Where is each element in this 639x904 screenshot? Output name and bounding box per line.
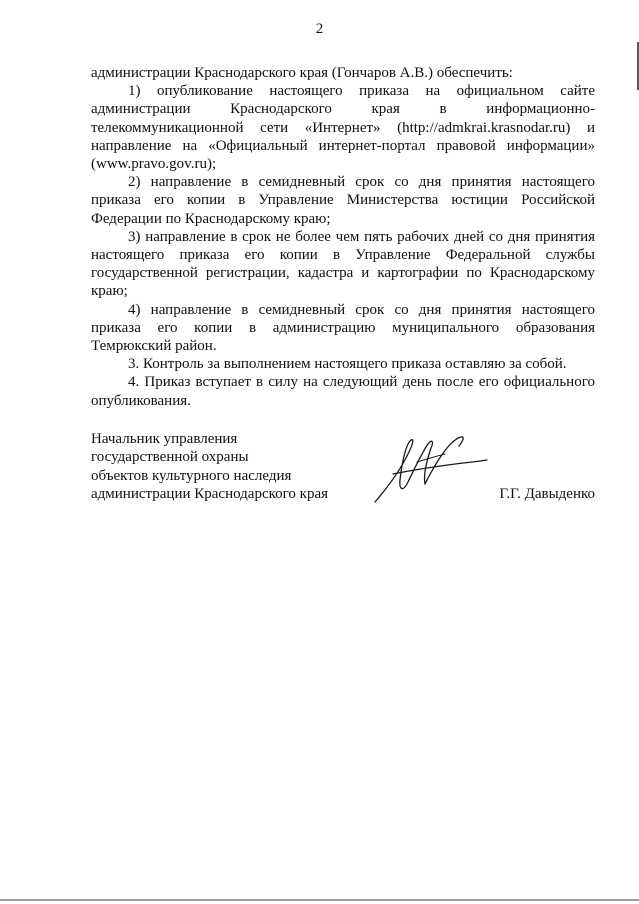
signer-position-line: администрации Краснодарского края [91,486,329,503]
handwritten-signature [373,432,489,508]
signature-block [91,430,595,510]
signer-position-line: Начальник управления [91,431,238,447]
paragraph-item-2: 2) направление в семидневный срок со дня принятия настоящего приказа его копии в Управление Министерства юстиции Российской Федерации по Краснодарскому краю; [91,174,595,227]
paragraph-control-clause: 3. Контроль за выполнением настоящего приказа оставляю за собой. [128,356,567,373]
signer-name: Г.Г. Давыденко [499,486,595,502]
paragraph-effective-clause: 4. Приказ вступает в силу на следующий день после его официального опубликования. [91,374,595,409]
signer-position-line: объектов культурного наследия [91,467,292,484]
paragraph-item-1: 1) опубликование настоящего приказа на официальном сайте администрации Краснодарского края в информационно-телекоммуникационной сети «Интернет» (http://admkrai.krasnodar.ru) и направление на «Официальный интернет-портал правовой информации» (www.pravo.gov.ru); [91,83,595,173]
paragraph-item-3: 3) направление в срок не более чем пять рабочих дней со дня принятия настоящего приказа его копии в Управление Федеральной службы государственной регистрации, кадастра и картографии по Краснодарскому краю; [91,228,595,300]
scan-bottom-edge [0,899,639,901]
paragraph-continuation: администрации Краснодарского края (Гончаров А.В.) обеспечить: [91,65,513,81]
signer-position [91,430,328,504]
signer-position-line: государственной охраны [91,449,249,466]
page-number: 2 [315,21,324,37]
paragraph-item-4: 4) направление в семидневный срок со дня принятия настоящего приказа его копии в администрацию муниципального образования Темрюкский район. [91,301,595,355]
document-body [91,64,595,410]
